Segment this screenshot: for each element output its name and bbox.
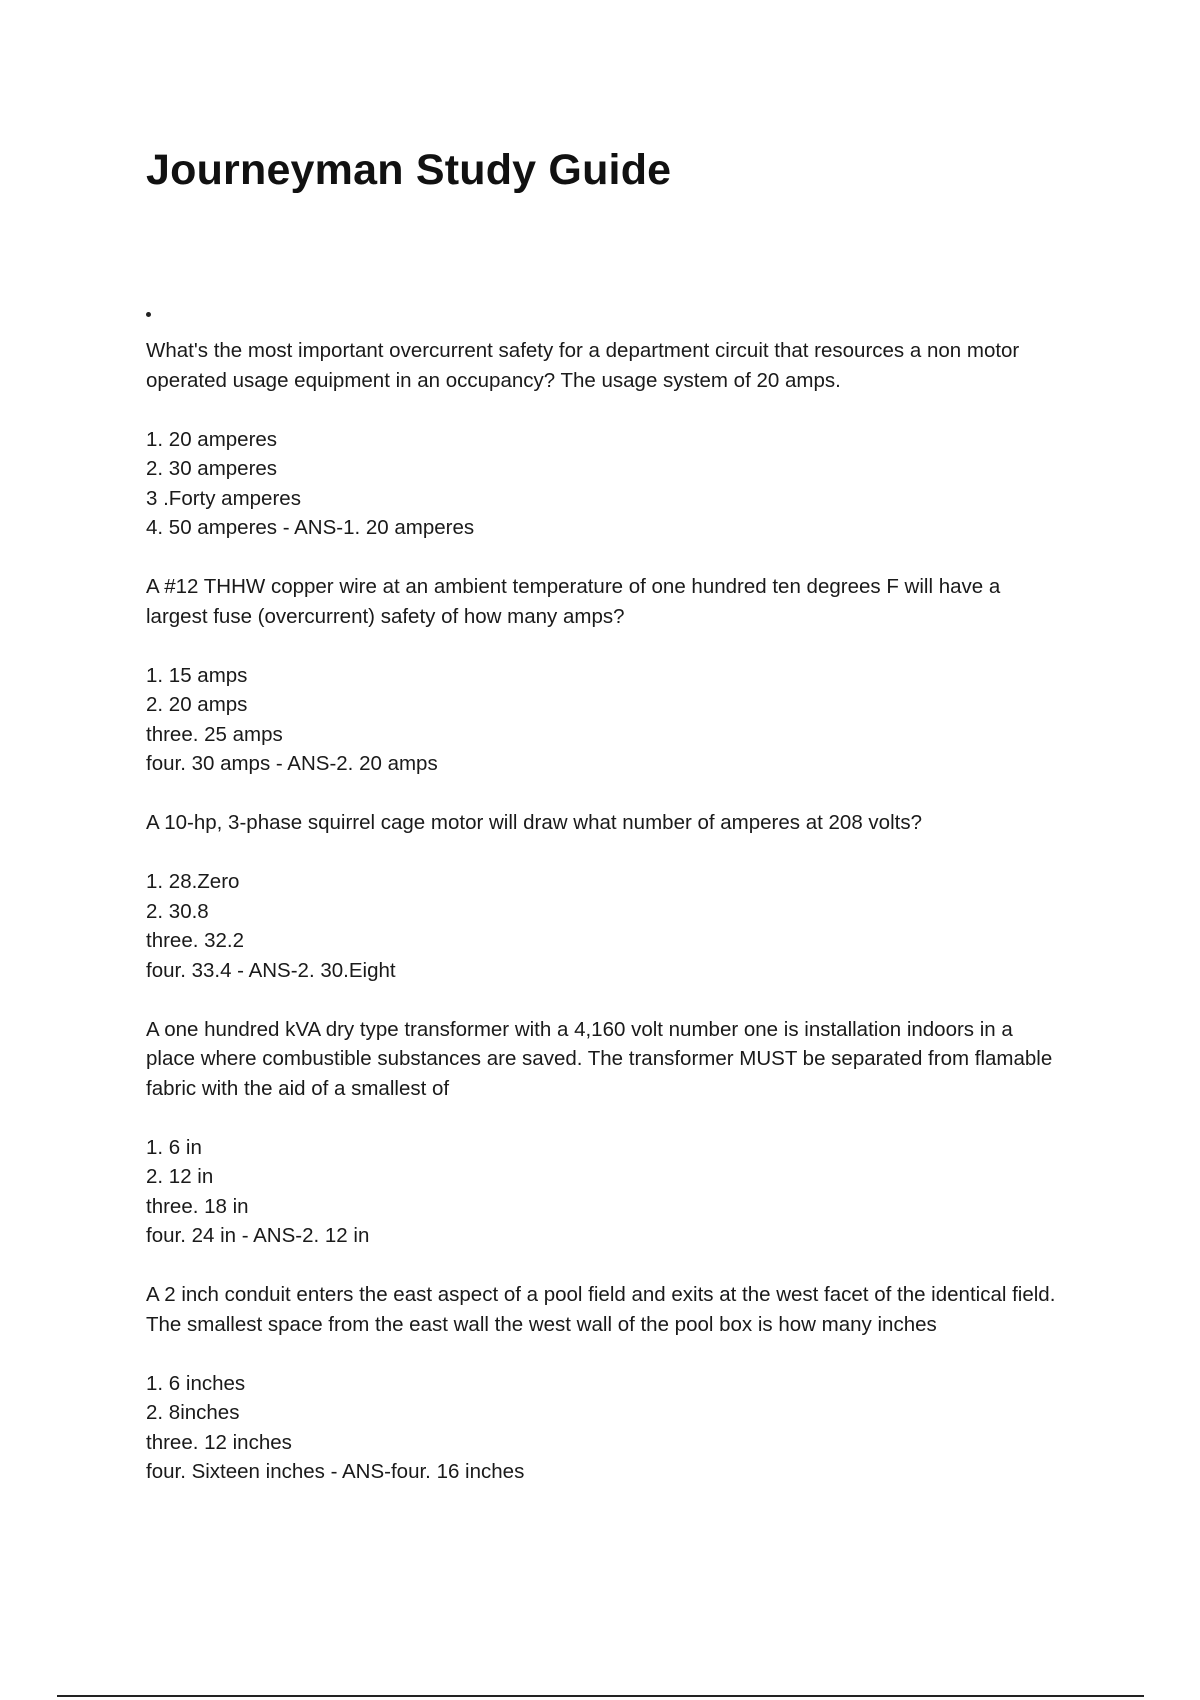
question-text: A 10-hp, 3-phase squirrel cage motor will draw what number of amperes at 208 volts? bbox=[146, 811, 922, 834]
question-3 bbox=[146, 808, 1066, 985]
answer-options bbox=[146, 1369, 1066, 1487]
answer-option: 1. 20 amperes bbox=[146, 427, 278, 451]
answer-option: three. 32.2 bbox=[146, 929, 245, 952]
answer-option: 2. 8inches bbox=[146, 1401, 240, 1424]
answer-option: 2. 20 amps bbox=[146, 693, 248, 716]
answer-option: 2. 12 in bbox=[146, 1165, 214, 1188]
answer-option: three. 12 inches bbox=[146, 1430, 292, 1454]
answer-option: 2. 30.8 bbox=[146, 899, 209, 923]
answer-options bbox=[146, 867, 1066, 985]
answer-option: four. 30 amps - ANS-2. 20 amps bbox=[146, 752, 438, 775]
answer-option: three. 18 in bbox=[146, 1194, 249, 1218]
footer-divider bbox=[57, 1695, 1144, 1697]
answer-option: 1. 6 inches bbox=[146, 1371, 246, 1395]
answer-option: 1. 6 in bbox=[146, 1135, 202, 1159]
answer-options bbox=[146, 661, 1066, 779]
answer-option: 1. 15 amps bbox=[146, 663, 248, 687]
question-text: A 2 inch conduit enters the east aspect of a pool field and exits at the west facet of the identical field. The smallest space from the east wall the west wall of the pool box is how many inches bbox=[146, 1283, 1056, 1336]
answer-option: 2. 30 amperes bbox=[146, 457, 278, 480]
question-text: A #12 THHW copper wire at an ambient temperature of one hundred ten degrees F will have a largest fuse (overcurrent) safety of how many amps? bbox=[146, 575, 1001, 628]
answer-option: four. 24 in - ANS-2. 12 in bbox=[146, 1224, 370, 1247]
question-list bbox=[146, 336, 1066, 1516]
answer-option: three. 25 amps bbox=[146, 722, 283, 746]
answer-option: four. 33.4 - ANS-2. 30.Eight bbox=[146, 958, 396, 982]
answer-options bbox=[146, 1133, 1066, 1251]
answer-options bbox=[146, 425, 1066, 543]
page-title: Journeyman Study Guide bbox=[146, 146, 672, 194]
answer-option: 1. 28.Zero bbox=[146, 870, 240, 893]
question-4 bbox=[146, 1015, 1066, 1251]
question-1 bbox=[146, 336, 1066, 543]
bullet-icon bbox=[146, 312, 151, 317]
answer-option: four. Sixteen inches - ANS-four. 16 inches bbox=[146, 1460, 525, 1483]
question-text: A one hundred kVA dry type transformer with a 4,160 volt number one is installation indoors in a place where combustible substances are saved. The transformer MUST be separated from flamable fabric with the aid of a smallest of bbox=[146, 1017, 1053, 1100]
question-text: What's the most important overcurrent safety for a department circuit that resources a non motor operated usage equipment in an occupancy? The usage system of 20 amps. bbox=[146, 339, 1020, 392]
question-2 bbox=[146, 572, 1066, 779]
answer-option: 4. 50 amperes - ANS-1. 20 amperes bbox=[146, 516, 475, 539]
answer-option: 3 .Forty amperes bbox=[146, 486, 301, 510]
question-5 bbox=[146, 1280, 1066, 1487]
